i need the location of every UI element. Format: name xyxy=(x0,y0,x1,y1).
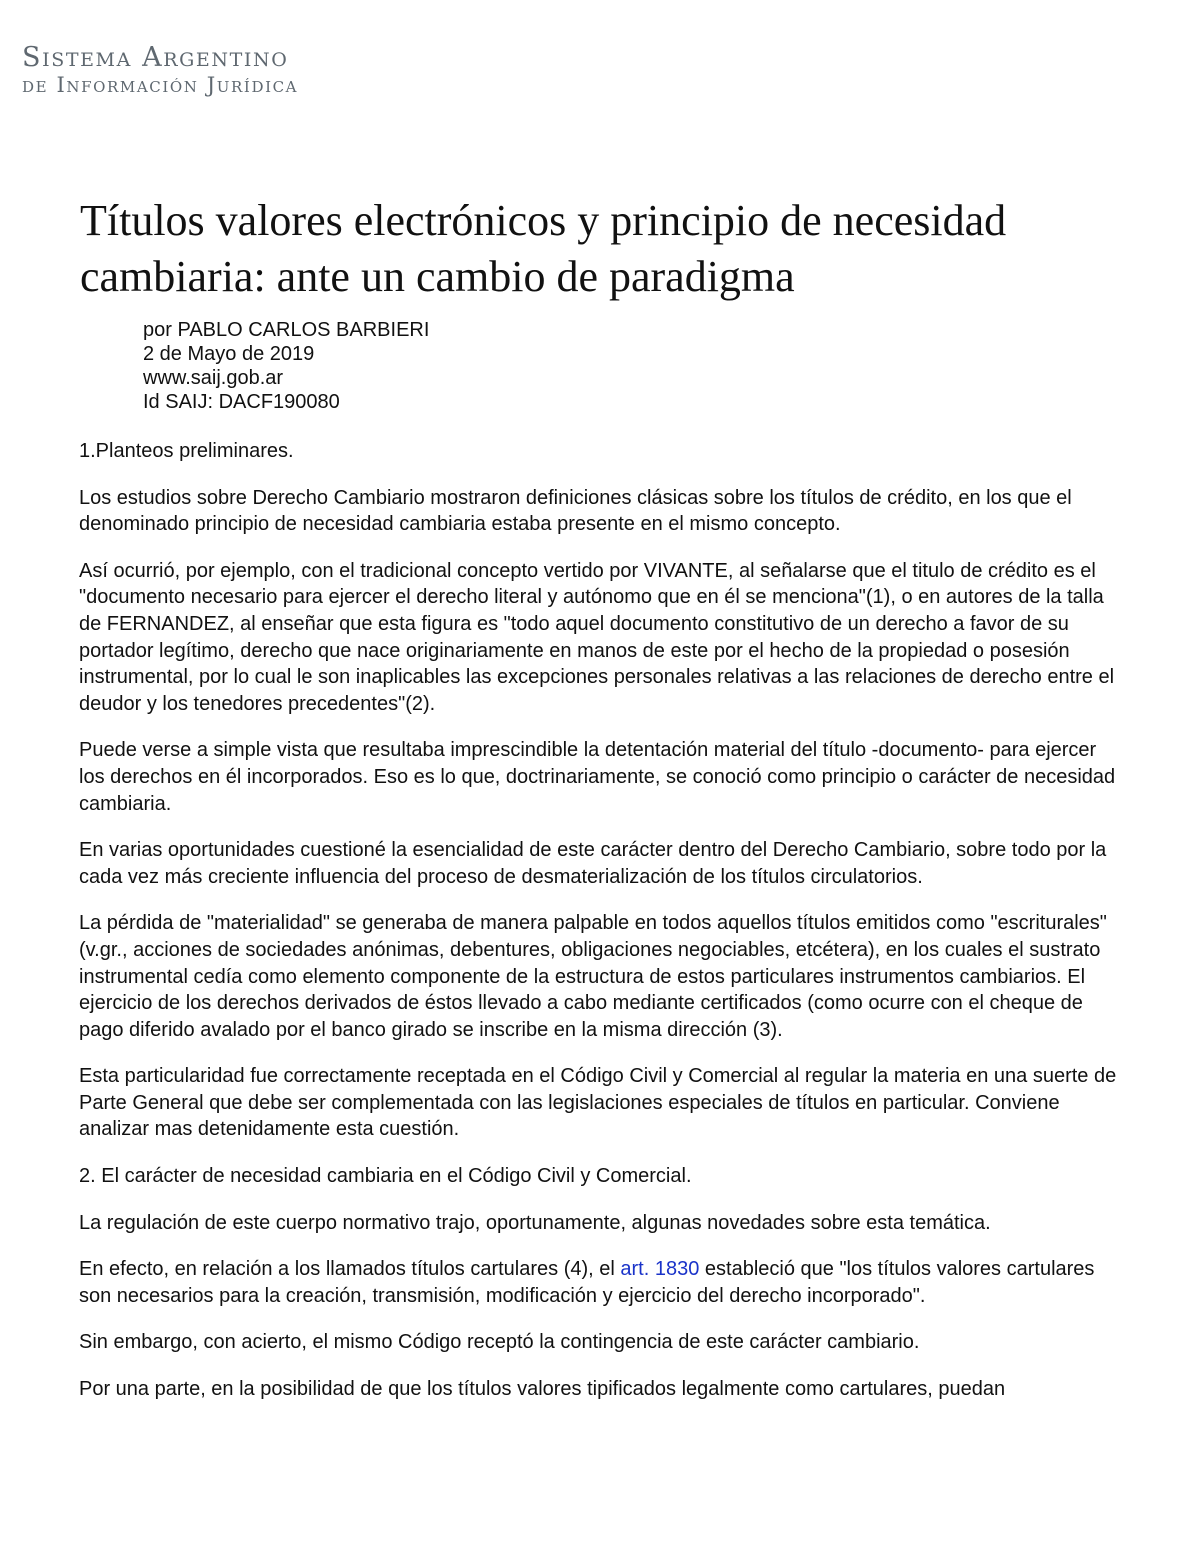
section-heading-2: 2. El carácter de necesidad cambiaria en el Código Civil y Comercial. xyxy=(79,1165,692,1188)
paragraph: Por una parte, en la posibilidad de que los títulos valores tipificados legalmente como cartulares, puedan xyxy=(79,1378,1006,1401)
article-1830-link[interactable]: art. 1830 xyxy=(620,1258,700,1281)
byline xyxy=(143,318,429,342)
paragraph: En varias oportunidades cuestioné la esencialidad de este carácter dentro del Derecho Cambiario, sobre todo por la cada vez más creciente influencia del proceso de desmaterialización de los títulos circulatorios. xyxy=(79,839,1107,888)
paragraph: La regulación de este cuerpo normativo trajo, oportunamente, algunas novedades sobre esta temática. xyxy=(79,1211,991,1234)
section-heading-1: 1.Planteos preliminares. xyxy=(79,440,294,462)
article-body xyxy=(79,438,1119,1423)
logo-line-1: Sistema Argentino xyxy=(22,42,289,73)
saij-id: Id SAIJ: DACF190080 xyxy=(143,391,340,413)
publication-date: 2 de Mayo de 2019 xyxy=(143,343,315,365)
paragraph: Sin embargo, con acierto, el mismo Código receptó la contingencia de este carácter cambiario. xyxy=(79,1331,920,1354)
paragraph-text: En efecto, en relación a los llamados títulos cartulares (4), el xyxy=(79,1258,615,1281)
author-name: PABLO CARLOS BARBIERI xyxy=(177,319,430,341)
website: www.saij.gob.ar xyxy=(143,367,284,389)
paragraph-text: estableció que "los títulos valores cartulares son necesarios para la creación, transmisión, modificación y ejercicio del derecho incorporado". xyxy=(79,1258,1095,1307)
paragraph-with-link xyxy=(79,1256,1119,1309)
saij-logo xyxy=(22,44,298,96)
article-meta xyxy=(143,318,429,414)
paragraph: La pérdida de "materialidad" se generaba de manera palpable en todos aquellos títulos emitidos como "escriturales" (v.gr., acciones de sociedades anónimas, debentures, obligaciones negociables, etcétera), en los cuales el sustrato instrumental cedía como elemento componente de la estructura de estos particulares instrumentos cambiarios. El ejercicio de los derechos derivados de éstos llevado a cabo mediante certificados (como ocurre con el cheque de pago diferido avalado por el banco girado se inscribe en la misma dirección (3). xyxy=(79,912,1107,1041)
paragraph: Los estudios sobre Derecho Cambiario mostraron definiciones clásicas sobre los títulos de crédito, en los que el denominado principio de necesidad cambiaria estaba presente en el mismo concepto. xyxy=(79,486,1072,536)
logo-line-2: de Información Jurídica xyxy=(22,73,299,98)
paragraph: Así ocurrió, por ejemplo, con el tradicional concepto vertido por VIVANTE, al señalarse que el titulo de crédito es el "documento necesario para ejercer el derecho literal y autónomo que en él se menciona"(1), o en autores de la talla de FERNANDEZ, al enseñar que esta figura es "todo aquel documento constitutivo de un derecho a favor de su portador legítimo, derecho que nace originariamente en manos de este por el hecho de la propiedad o posesión instrumental, por lo cual le son inaplicables las excepciones personales relativas a las relaciones de derecho entre el deudor y los tenedores precedentes"(2). xyxy=(79,559,1115,715)
paragraph: Esta particularidad fue correctamente receptada en el Código Civil y Comercial al regular la materia en una suerte de Parte General que debe ser complementada con las legislaciones especiales de títulos en particular. Conviene analizar mas detenidamente esta cuestión. xyxy=(79,1065,1117,1141)
paragraph: Puede verse a simple vista que resultaba imprescindible la detentación material del título -documento- para ejercer los derechos en él incorporados. Eso es lo que, doctrinariamente, se conoció como principio o carácter de necesidad cambiaria. xyxy=(79,739,1116,815)
article-title: Títulos valores electrónicos y principio de necesidad cambiaria: ante un cambio de paradigma xyxy=(80,196,1007,301)
byline-prefix: por xyxy=(143,319,172,341)
